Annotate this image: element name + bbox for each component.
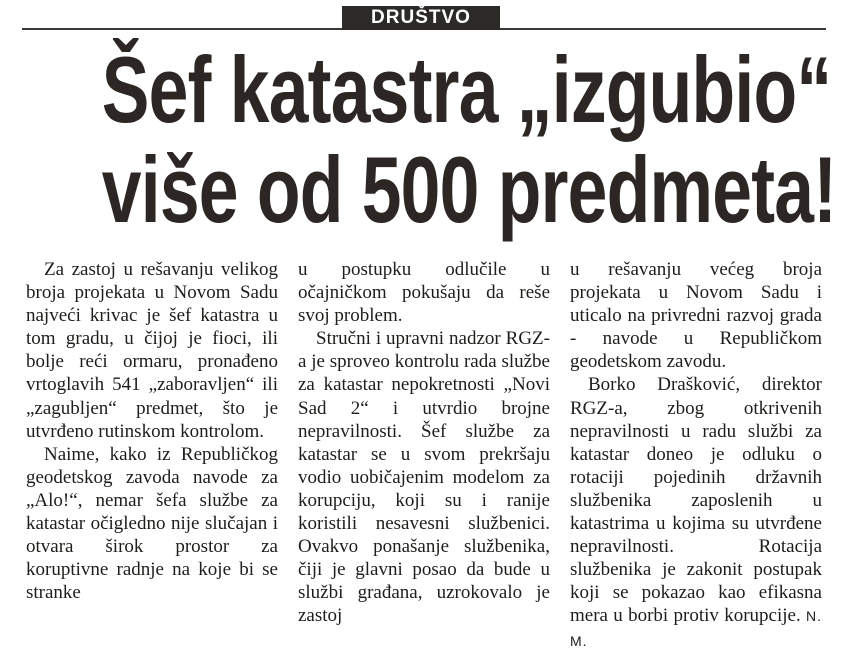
section-tag <box>342 6 500 30</box>
section-label: DRUŠTVO <box>371 7 471 28</box>
paragraph: Za zastoj u rešavanju velikog broja projekata u Novom Sadu najveći krivac je šef katastra u tom gradu, u čijoj je fioci, ili bolje reći ormaru, pronađeno vrtoglavih 541 „zaboravljen“ ili „zagubljen“ predmet, što je utvrđeno rutinskom kontrolom. <box>26 259 278 442</box>
paragraph: u postupku odlučile u očajničkom pokušaju da reše svoj problem. <box>298 259 550 327</box>
column-1 <box>26 258 278 653</box>
headline <box>0 37 848 242</box>
paragraph-text: Borko Drašković, direktor RGZ-a, zbog otkrivenih nepravilnosti u radu službi za katastar doneo je odluku o rotaciji pojedinih državnih službenika zaposlenih u katastrima u kojima su utvrđene nepravilnosti. Rotacija službenika je zakonit postupak koji se pokazao kao efikasna mera u borbi protiv korupcije. <box>570 374 822 627</box>
article-body <box>26 258 822 653</box>
paragraph: Stručni i upravni nadzor RGZ-a je sproveo kontrolu rada službe za katastar nepokretnosti „Novi Sad 2“ i utvrdio brojne nepravilnosti. Šef službe za katastar se u svom prekršaju vodio uobičajenim modelom za korupciju, koji su i ranije koristili nesavesni službenici. Ovakvo ponašanje službenika, čiji je glavni posao da bude u službi građana, uzrokovalo je zastoj <box>298 328 550 627</box>
headline-line-1: Šef katastra „izgubio“ <box>101 37 832 142</box>
paragraph <box>570 373 822 652</box>
author-initials: N. M. <box>570 608 823 649</box>
paragraph: Naime, kako iz Republičkog geodetskog zavoda navode za „Alo!“, nemar šefa službe za katastar očigledno nije slučajan i otvara širok prostor za koruptivne radnje na koje bi se stranke <box>26 443 278 604</box>
column-2 <box>298 258 550 653</box>
column-3 <box>570 258 822 653</box>
headline-line-2: više od 500 predmeta! <box>101 137 837 242</box>
paragraph: u rešavanju većeg broja projekata u Novom Sadu i uticalo na privredni razvoj grada - navode u Republičkom geodetskom zavodu. <box>570 259 822 373</box>
